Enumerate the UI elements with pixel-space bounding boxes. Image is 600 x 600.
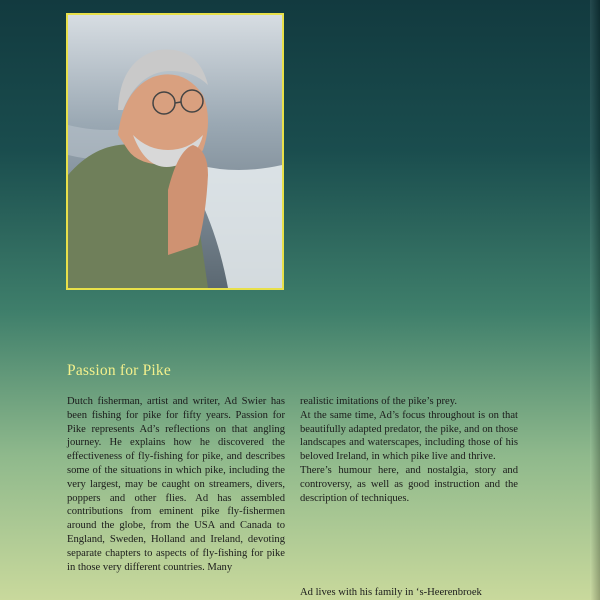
right-column [300,395,518,505]
left-column-text: Dutch fisherman, artist and writer, Ad Swier has been fishing for pike for fifty years. Passion for Pike represents Ad’s reflections on that angling journey. He explains how he discovered the effectiveness of fly-fishing for pike, and describes some of the situations in which pike, including the very largest, may be caught on streamers, divers, poppers and other flies. Ad has assembled contributions from eminent pike fly-fishermen around the globe, from the USA and Canada to England, Sweden, Holland and Ireland, devoting separate chapters to aspects of fly-fishing for pike in those very different countries. Many [67,396,285,573]
author-photo [66,13,284,290]
section-title: Passion for Pike [67,362,171,379]
author-photo-image [68,15,282,288]
right-paragraph-4: Ad lives with his family in ‘s-Heerenbroek [300,587,482,598]
right-paragraph-3: There’s humour here, and nostalgia, story and controversy, as well as good instruction and the description of techniques. [300,464,518,504]
left-column [67,395,285,574]
cover-edge [590,0,600,600]
right-paragraph-1: realistic imitations of the pike’s prey. [300,396,458,407]
right-paragraph-2: At the same time, Ad’s focus throughout is on that beautifully adapted predator, the pike, and on those landscapes and waterscapes, including those of his beloved Ireland, in which pike live and thrive. [300,409,518,463]
